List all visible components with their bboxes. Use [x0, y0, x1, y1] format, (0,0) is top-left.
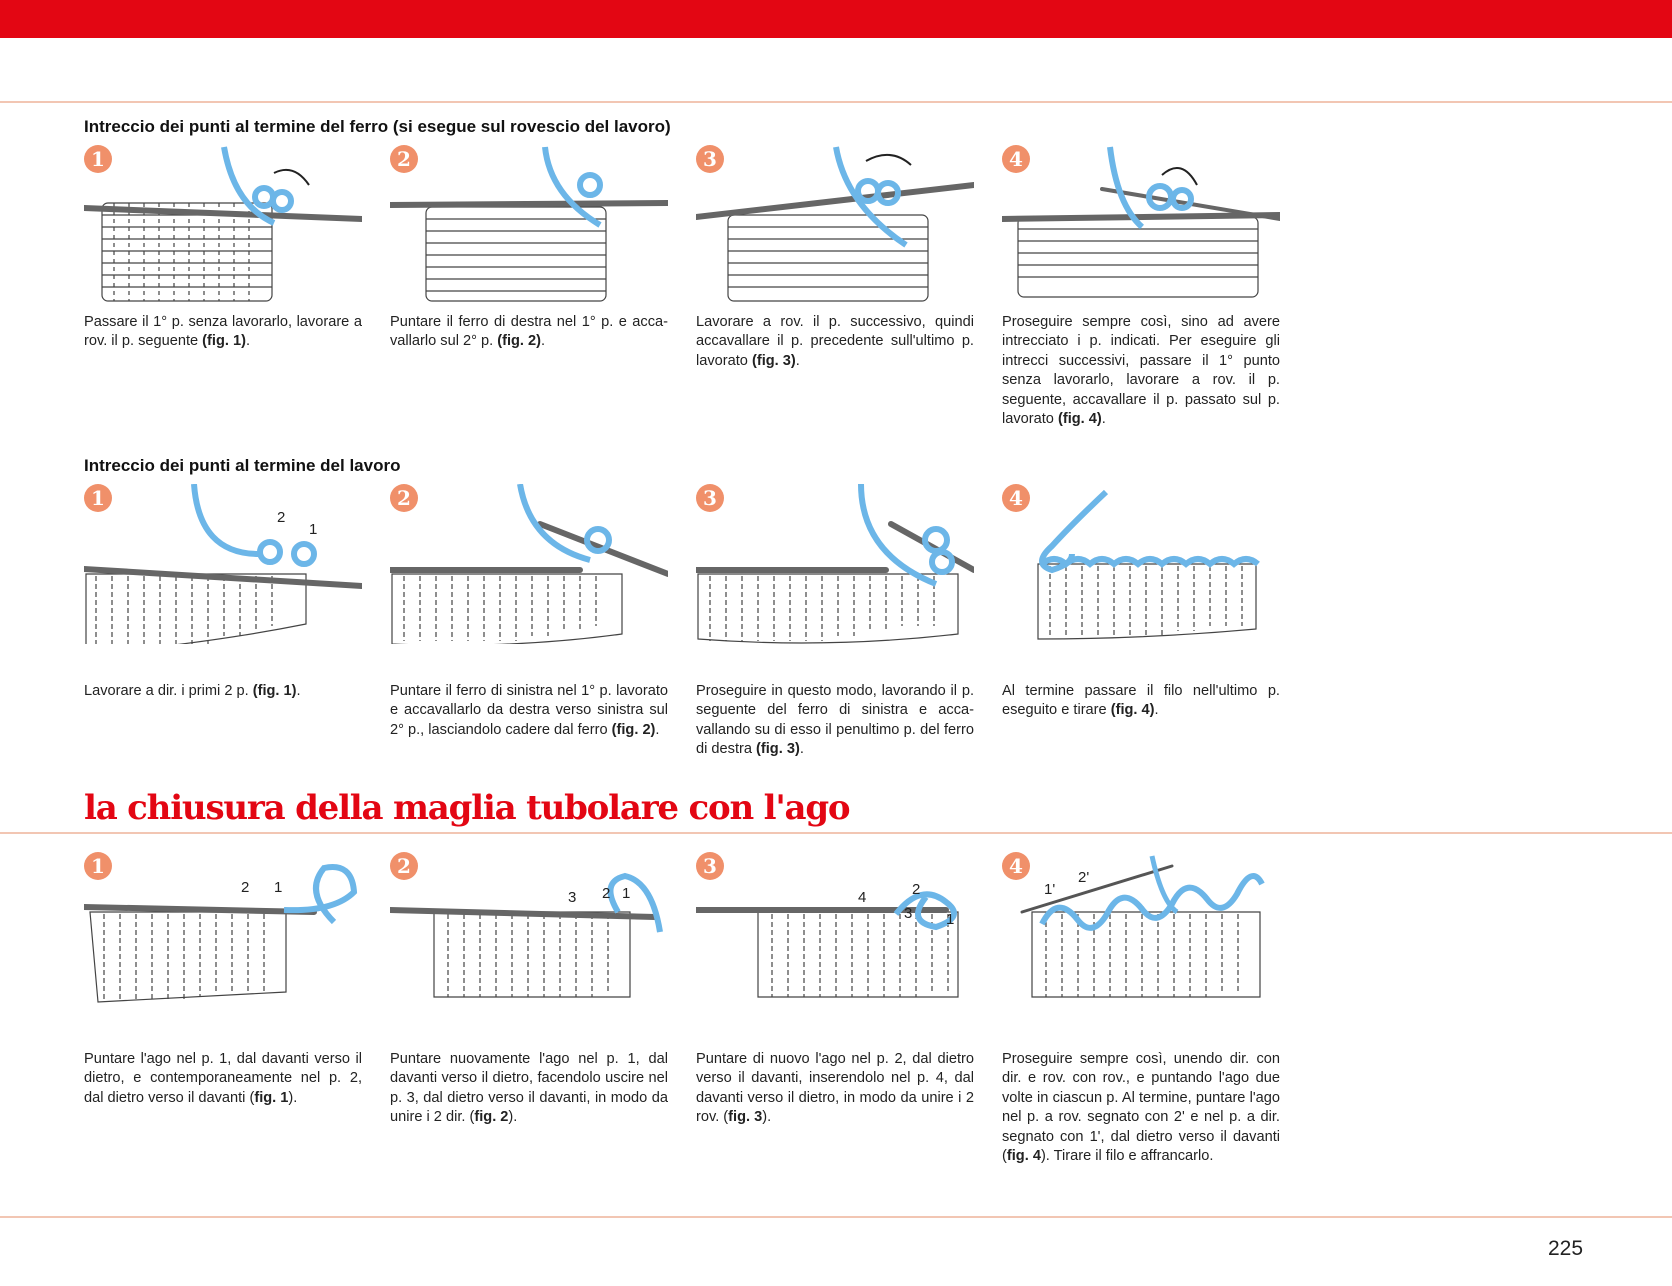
knitting-diagram-icon [696, 484, 974, 644]
step-text: Proseguire sempre così, unendo dir. con dir. e rov. con rov., e puntando l'ago due volte in ciascun p. Al termine, puntare l'ago nel p. a rov. segnato con 2' e nel p. a dir. segnato con 1', dal dietro verso il davanti (fig. 4). Tirare il filo e affrancarlo. [1002, 1051, 1280, 1165]
knitting-diagram-icon [696, 145, 974, 305]
stitch-label: 2 [912, 881, 921, 898]
step-text: Lavorare a rov. il p. successivo, quindi accavallare il p. precedente sull'ultimo p. lavorato (fig. 3). [696, 314, 974, 369]
step-number: 2 [390, 484, 418, 512]
step-text: Puntare il ferro di sinistra nel 1° p. lavorato e accavallarlo da destra verso sinistra sul 2° p., lasciandolo cadere dal ferro (fig. 2). [390, 683, 668, 738]
page-number: 225 [1548, 1237, 1584, 1260]
stitch-label: 2 [241, 879, 250, 896]
knitting-diagram-icon [696, 852, 974, 1012]
step-text: Puntare l'ago nel p. 1, dal davanti verso il dietro, e contemporaneamente nel p. 2, dal dietro verso il davanti (fig. 1). [84, 1051, 362, 1106]
stitch-label: 4 [858, 889, 867, 906]
stitch-label: 3 [568, 889, 577, 906]
knitting-diagram-icon [84, 145, 362, 305]
knitting-diagram-icon [1002, 484, 1280, 644]
top-banner [0, 0, 1672, 38]
step-text: Puntare il ferro di destra nel 1° p. e accavallarlo sul 2° p. (fig. 2). [390, 314, 668, 350]
step-number: 3 [696, 484, 724, 512]
stitch-label: 1 [309, 521, 318, 538]
step-number: 2 [390, 145, 418, 173]
knitting-diagram-icon [84, 852, 362, 1012]
divider-top [0, 101, 1672, 103]
stitch-label: 1' [1044, 881, 1056, 898]
stitch-label: 2 [602, 885, 611, 902]
step-number: 1 [84, 145, 112, 173]
step-number: 4 [1002, 484, 1030, 512]
step-text: Lavorare a dir. i primi 2 p. (fig. 1). [84, 683, 301, 699]
knitting-diagram-icon [1002, 852, 1280, 1012]
page-title: la chiusura della maglia tubolare con l'ago [84, 788, 850, 828]
step-number: 2 [390, 852, 418, 880]
step-number: 3 [696, 852, 724, 880]
step-text: Proseguire in questo modo, lavorando il p. seguente del ferro di sinistra e accavallando su di esso il penultimo p. del ferro di destra (fig. 3). [696, 683, 974, 758]
step-text: Passare il 1° p. senza lavorarlo, lavorare a rov. il p. seguente (fig. 1). [84, 314, 362, 350]
knitting-diagram-icon [84, 484, 362, 644]
knitting-diagram-icon [390, 145, 668, 305]
stitch-label: 1 [622, 885, 631, 902]
step-number: 4 [1002, 852, 1030, 880]
step-number: 1 [84, 484, 112, 512]
knitting-diagram-icon [390, 484, 668, 644]
step-number: 4 [1002, 145, 1030, 173]
stitch-label: 1 [946, 911, 955, 928]
stitch-label: 2' [1078, 869, 1090, 886]
step-number: 3 [696, 145, 724, 173]
step-text: Al termine passare il filo nell'ultimo p. eseguito e tirare (fig. 4). [1002, 683, 1280, 719]
step-text: Puntare nuovamente l'ago nel p. 1, dal davanti verso il dietro, facendolo uscire nel p. 3, dal dietro verso il davanti, in modo da unire i 2 dir. (fig. 2). [390, 1051, 668, 1126]
divider-middle [0, 832, 1672, 834]
divider-bottom [0, 1216, 1672, 1218]
section-heading: Intreccio dei punti al termine del lavoro [84, 456, 401, 475]
stitch-label: 3 [904, 905, 913, 922]
knitting-diagram-icon [1002, 145, 1280, 305]
step-text: Proseguire sempre così, sino ad avere intrecciato i p. indicati. Per eseguire gli intrecci successivi, passare il 1° punto senza lavorarlo, lavorare a rov. il p. seguente, accavallare il p. passato sul p. lavorato (fig. 4). [1002, 314, 1280, 428]
section-heading: Intreccio dei punti al termine del ferro (si esegue sul rovescio del lavoro) [84, 117, 671, 136]
knitting-diagram-icon [390, 852, 668, 1012]
stitch-label: 2 [277, 509, 286, 526]
step-text: Puntare di nuovo l'ago nel p. 2, dal dietro verso il davanti, inserendolo nel p. 4, dal davanti verso il dietro, in modo da unire i 2 rov. (fig. 3). [696, 1051, 974, 1126]
stitch-label: 1 [274, 879, 283, 896]
step-number: 1 [84, 852, 112, 880]
